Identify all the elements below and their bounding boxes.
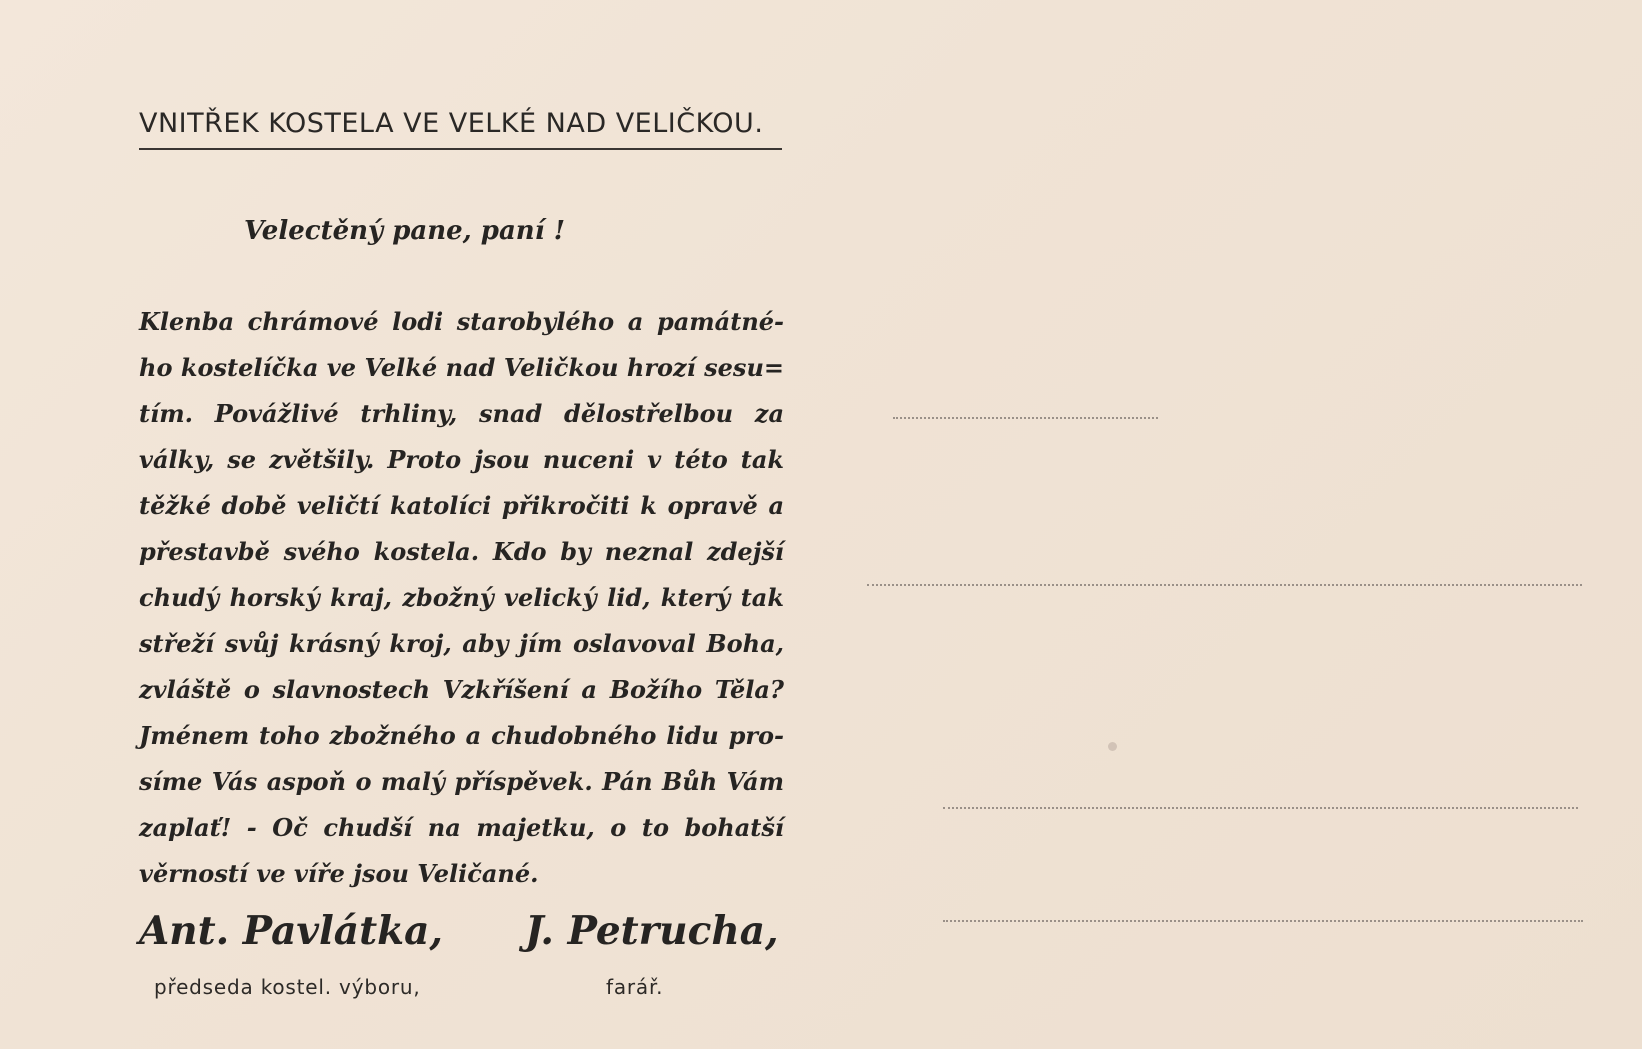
address-line (893, 417, 1158, 419)
address-line (943, 807, 1578, 809)
address-line (867, 584, 1582, 586)
signer-role-parish-priest: farář. (606, 975, 664, 999)
letter-line: zaplať! - Oč chudší na majetku, o to bohatší (139, 813, 784, 842)
letter-line: zvláště o slavnostech Vzkříšení a Božího Těla? (139, 675, 784, 704)
letter-line: střeží svůj krásný kroj, aby jím oslavoval Boha, (139, 629, 784, 658)
letter-line: Jménem toho zbožného a chudobného lidu pro- (139, 721, 784, 750)
paper-spot (1108, 742, 1117, 751)
signature-pavlatka: Ant. Pavlátka, (139, 908, 443, 954)
letter-body (139, 299, 784, 897)
letter-line: těžké době veličtí katolíci přikročiti k opravě a (139, 491, 784, 520)
letter-line: ho kostelíčka ve Velké nad Veličkou hrozí sesu= (139, 353, 784, 382)
salutation: Velectěný pane, paní ! (244, 216, 566, 246)
letter-line: války, se zvětšily. Proto jsou nuceni v této tak (139, 445, 784, 474)
letter-line: Klenba chrámové lodi starobylého a památné- (139, 307, 784, 336)
signature-petrucha: J. Petrucha, (525, 908, 779, 954)
letter-line: tím. Povážlivé trhliny, snad dělostřelbou za (139, 399, 784, 428)
address-line (943, 920, 1583, 922)
letter-line: přestavbě svého kostela. Kdo by neznal zdejší (139, 537, 784, 566)
letter-line: síme Vás aspoň o malý příspěvek. Pán Bůh Vám (139, 767, 784, 796)
letter-line: chudý horský kraj, zbožný velický lid, který tak (139, 583, 784, 612)
card-heading: VNITŘEK KOSTELA VE VELKÉ NAD VELIČKOU. (139, 108, 764, 139)
heading-underline (139, 148, 782, 150)
letter-line: věrností ve víře jsou Veličané. (139, 859, 539, 888)
signer-role-chairman: předseda kostel. výboru, (154, 975, 421, 999)
